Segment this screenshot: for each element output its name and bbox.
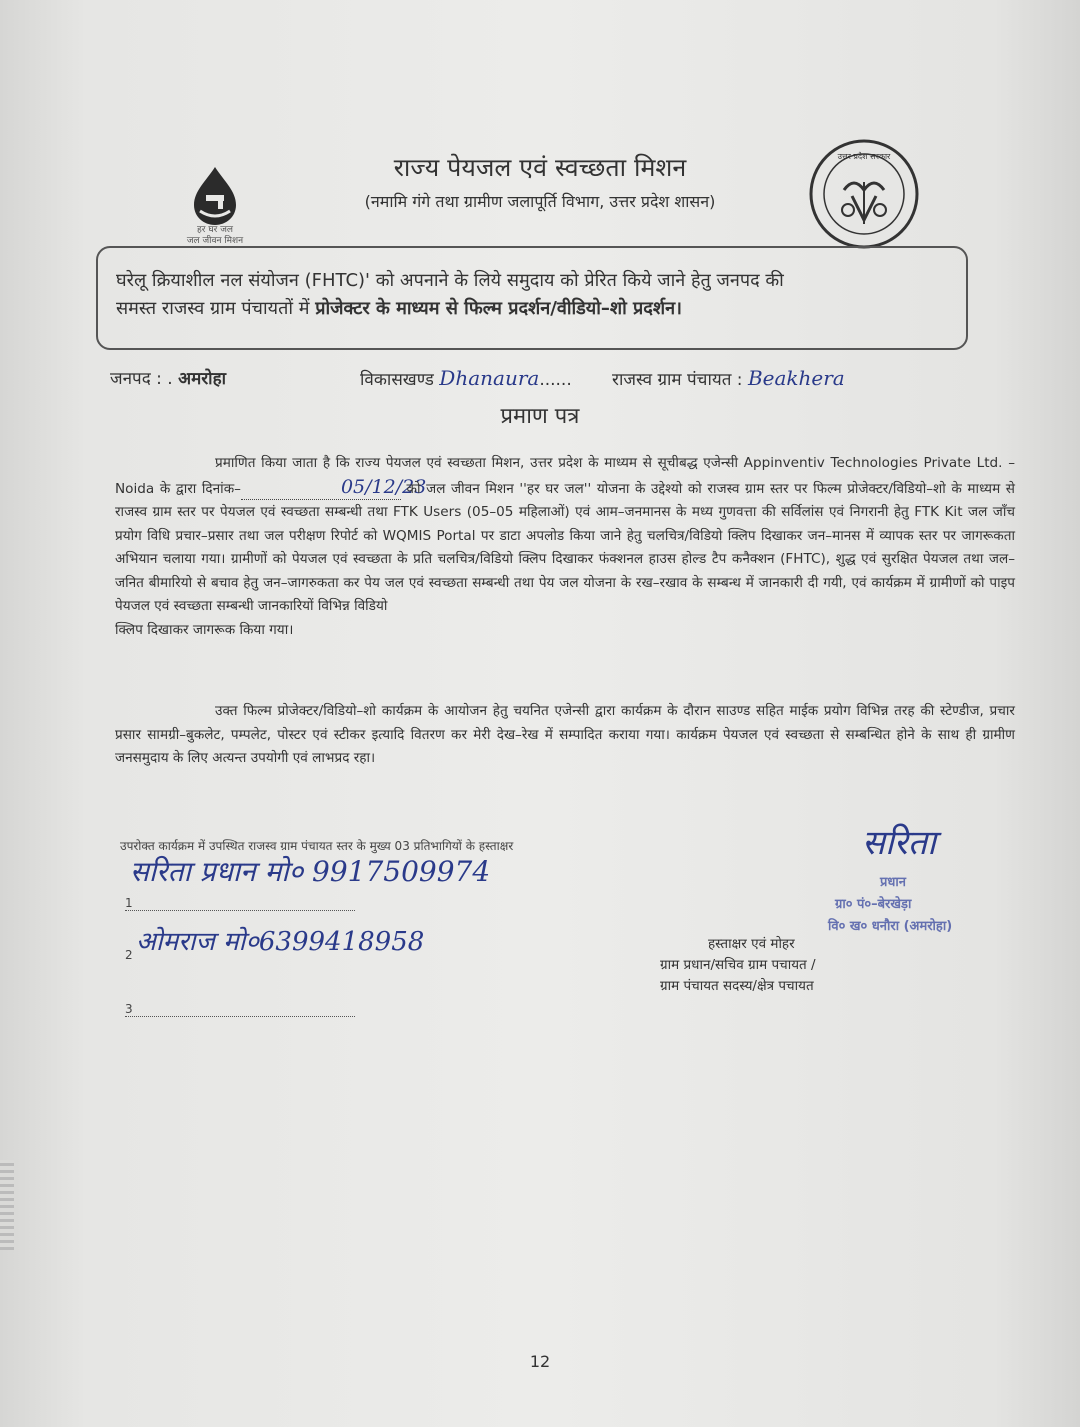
participant-3-number: 3 [125,1002,133,1016]
p1-text-a: प्रमाणित किया जाता है कि राज्य पेयजल एवं स्वच्छता मिशन, उत्तर प्रदेश के माध्यम से सूचीबद्ध एजेन्सी Appinventiv Technologies Private Ltd. – Noida के द्वारा दिनांक– [115,455,1015,497]
stamp-line-2: ग्रा० पं०–बेरखेड़ा [835,897,912,912]
certificate-title: प्रमाण पत्र [500,404,580,429]
seal-text: उत्तर प्रदेश सरकार [837,152,891,161]
scan-edge-artifact [0,1160,14,1250]
participant-line-1 [125,896,355,911]
certificate-body-paragraph-2 [115,700,1015,771]
up-government-seal [808,138,920,250]
program-banner [96,246,968,350]
district-value: अमरोहा [178,369,227,389]
district-label: जनपद : . [110,369,179,389]
logo-text-2: जल जीवन मिशन [186,236,244,246]
stamp-line-1: प्रधान [880,875,906,890]
gram-panchayat-field [612,366,845,390]
block-dots: ...... [539,370,572,390]
gp-label: राजस्व ग्राम पंचायत : [612,370,743,390]
participant-2-number: 2 [125,948,133,962]
participant-line-3 [125,1002,355,1017]
p2-text: उक्त फिल्म प्रोजेक्टर/विडियो–शो कार्यक्रम के आयोजन हेतु चयनित एजेन्सी द्वारा कार्यक्रम के दौरान साउण्ड सहित माईक प्रयोग विभिन्न तरह की स्टेण्डीज, प्रचार प्रसार सामग्री–बुकलेट, पम्पलेट, पोस्टर एवं स्टीकर इत्यादि वितरण कर मेरी देख–रेख में सम्पादित कराया गया। कार्यक्रम पेयजल एवं स्वच्छता से सम्बन्धित होने के साथ ही ग्रामीण जनसमुदाय के लिए अत्यन्त उपयोगी एवं लाभप्रद रहा। [115,703,1015,766]
stamp-line-3: वि० ख० धनौरा (अमरोहा) [828,919,953,934]
p1-end: क्लिप दिखाकर जागरूक किया गया। [115,621,294,638]
page-subtitle: (नमामि गंगे तथा ग्रामीण जलापूर्ति विभाग, उत्तर प्रदेश शासन) [364,192,716,211]
banner-line-1: घरेलू क्रियाशील नल संयोजन (FHTC)' को अपनाने के लिये समुदाय को प्रेरित किये जाने हेतु जनपद की [116,270,784,291]
gp-value-handwritten: Beakhera [747,366,845,390]
p1-text-b: को जल जीवन मिशन ''हर घर जल'' योजना के उद्देश्यो को राजस्व ग्राम स्तर पर फिल्म प्रोजेक्टर/विडियो–शो के माध्यम से राजस्व ग्राम स्तर पर पेयजल एवं स्वच्छता सम्बन्धी तथा FTK Users (05–05 महिलाओं) एवं आम–जनमानस के मध्य गुणवत्ता की सर्विलांस एवं निगरानी हेतु FTK Kit जल जाँच प्रयोग विधि प्रचार–प्रसार तथा जल परीक्षण रिपोर्ट को WQMIS Portal पर डाटा अपलोड किया जाने हेतु चलचित्र/विडियो क्लिप दिखाकर जन–मानस में व्यापक स्तर पर जागरूकता अभियान चलाया गया। ग्रामीणों को पेयजल एवं स्वच्छता के प्रति चलचित्र/विडियो क्लिप दिखाकर फंक्शनल हाउस होल्ड टैप कनैक्शन (FHTC), शुद्ध एवं सुरक्षित पेयजल तथा जल–जनित बीमारियो से बचाव हेतु जन–जागरुकता कर पेय जल एवं स्वच्छता सम्बन्धी तथा पेय जल योजना के रख–रखाव के सम्बन्ध में जानकारी दी गयी, एवं कार्यक्रम में ग्रामीणों को पाइप पेयजल एवं स्वच्छता सम्बन्धी जानकारियों विभिन्न विडियो [115,480,1015,614]
signatory-role-1: ग्राम प्रधान/सचिव ग्राम पचायत / [660,957,816,973]
participant-1-handwritten: सरिता प्रधान मो० 9917509974 [130,855,491,888]
banner-line-2-plain: समस्त राजस्व ग्राम पंचायतों में [116,298,316,319]
participant-1-number: 1 [125,896,133,910]
district-field [110,366,226,389]
block-field [360,366,572,390]
certificate-body-paragraph-1 [115,452,1015,642]
page-number: 12 [529,1352,551,1371]
banner-line-2-bold: प्रोजेक्टर के माध्यम से फिल्म प्रदर्शन/वीडियो–शो प्रदर्शन। [315,298,682,319]
block-value-handwritten: Dhanaura [439,366,540,390]
event-date-handwritten: 05/12/23 [241,476,401,501]
signature-label: हस्ताक्षर एवं मोहर [708,936,795,952]
banner-line-2 [116,296,948,320]
participant-2-handwritten: ओमराज मो०6399418958 [136,927,425,957]
block-label: विकासखण्ड [360,370,434,390]
logo-text-1: हर घर जल [197,225,233,235]
page-title: राज्य पेयजल एवं स्वच्छता मिशन [393,153,687,182]
signatory-role-2: ग्राम पंचायत सदस्य/क्षेत्र पचायत [660,978,814,994]
participants-intro: उपरोक्त कार्यक्रम में उपस्थित राजस्व ग्राम पंचायत स्तर के मुख्य 03 प्रतिभागियों के हस्ताक्षर [120,839,514,853]
pradhan-signature: सरिता [862,823,936,863]
